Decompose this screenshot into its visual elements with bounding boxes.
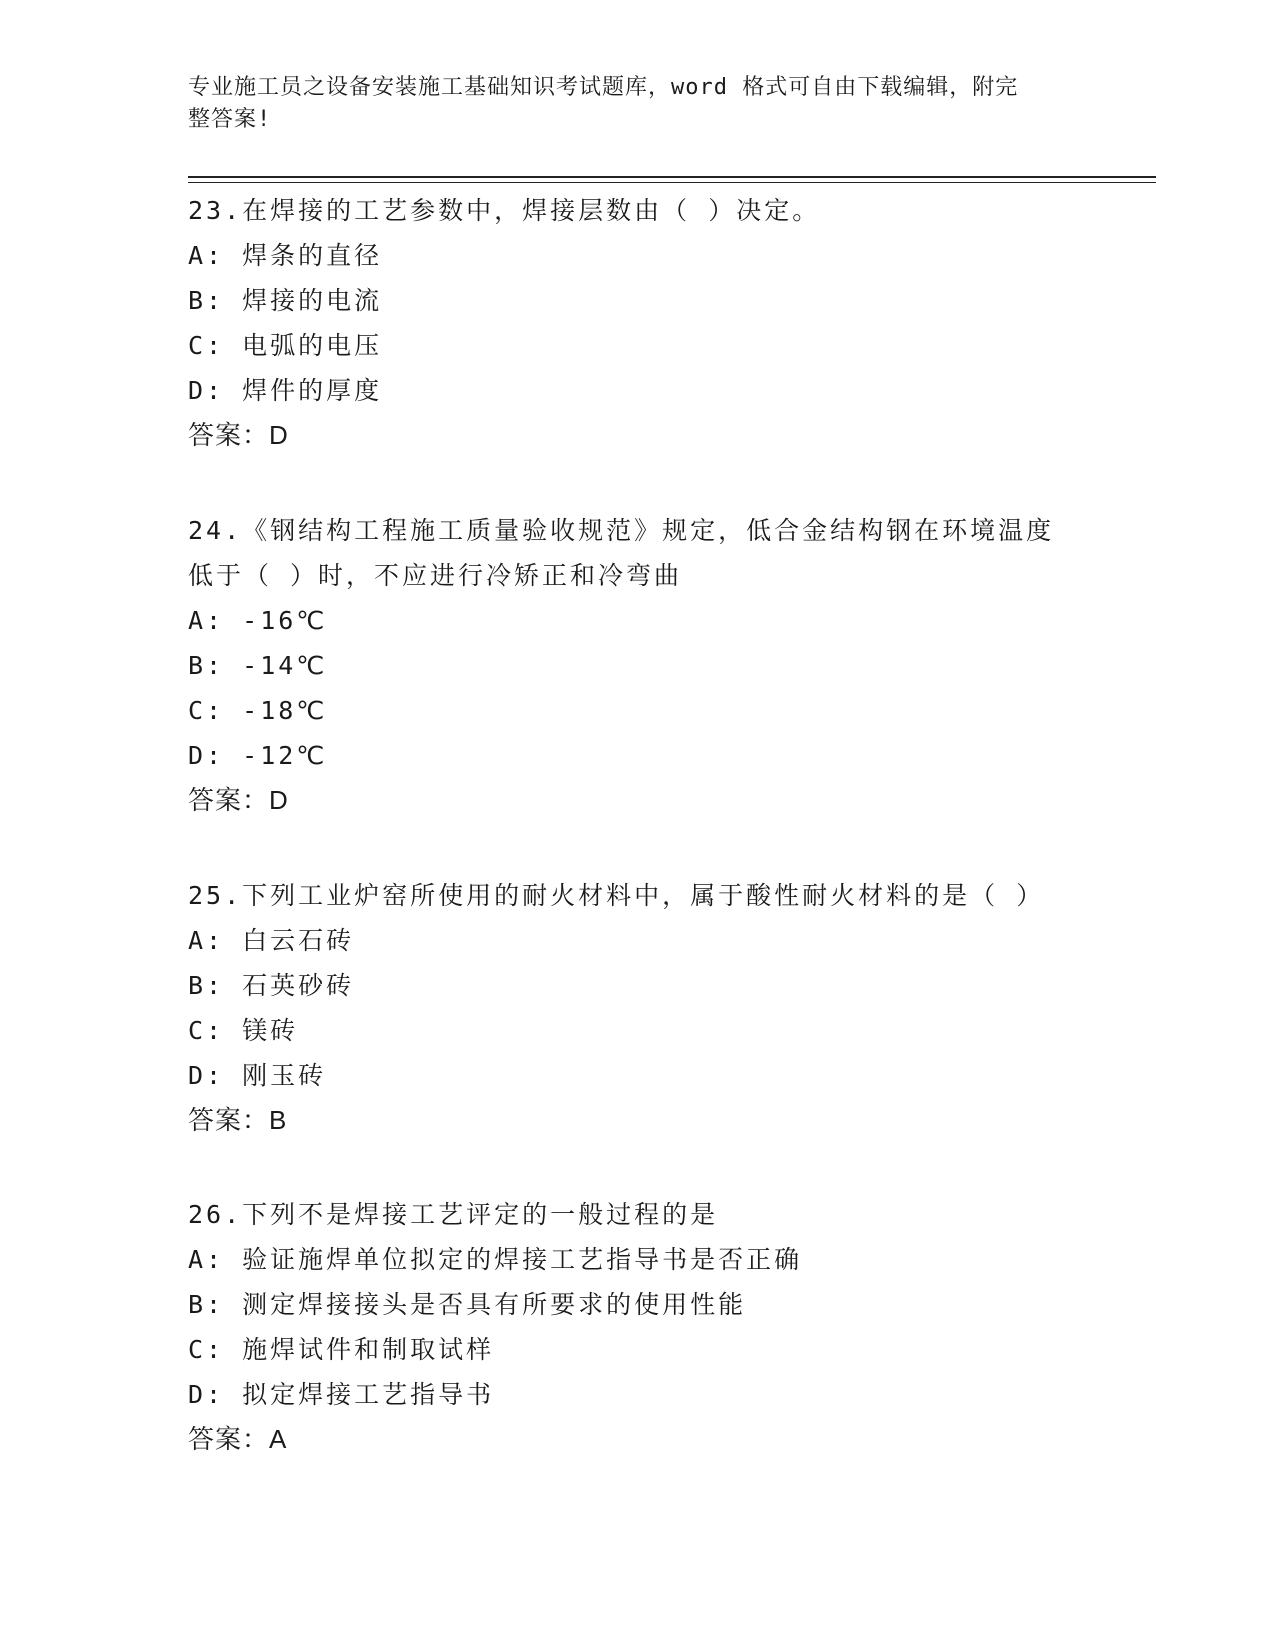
header-divider — [188, 176, 1156, 178]
question-stem: 26.下列不是焊接工艺评定的一般过程的是 — [188, 1200, 719, 1229]
option-d: D: -12℃ — [188, 741, 328, 770]
question-26 — [188, 1192, 1088, 1462]
option-b: B: 石英砂砖 — [188, 971, 355, 1000]
question-stem-continued: 低于（ ）时，不应进行冷矫正和冷弯曲 — [188, 561, 683, 590]
option-c: C: 镁砖 — [188, 1016, 299, 1045]
answer-label: 答案：D — [188, 785, 289, 815]
option-a: A: 白云石砖 — [188, 926, 355, 955]
question-stem: 24.《钢结构工程施工质量验收规范》规定，低合金结构钢在环境温度 — [188, 516, 1055, 545]
header-divider-thin — [188, 182, 1156, 183]
question-24 — [188, 508, 1088, 823]
header-line: 专业施工员之设备安装施工基础知识考试题库，word 格式可自由下载编辑，附完 — [188, 75, 1019, 100]
option-b: B: 测定焊接接头是否具有所要求的使用性能 — [188, 1290, 747, 1319]
option-c: C: -18℃ — [188, 696, 328, 725]
answer-label: 答案：A — [188, 1424, 288, 1454]
question-23 — [188, 188, 1088, 458]
document-header — [188, 72, 1068, 136]
option-a: A: 焊条的直径 — [188, 241, 383, 270]
option-b: B: -14℃ — [188, 651, 328, 680]
option-d: D: 拟定焊接工艺指导书 — [188, 1380, 495, 1409]
option-c: C: 施焊试件和制取试样 — [188, 1335, 495, 1364]
option-a: A: 验证施焊单位拟定的焊接工艺指导书是否正确 — [188, 1245, 803, 1274]
option-d: D: 焊件的厚度 — [188, 376, 383, 405]
question-stem: 25.下列工业炉窑所使用的耐火材料中，属于酸性耐火材料的是（ ） — [188, 881, 1045, 910]
option-a: A: -16℃ — [188, 606, 328, 635]
question-25 — [188, 873, 1088, 1143]
answer-label: 答案：B — [188, 1105, 288, 1135]
answer-label: 答案：D — [188, 420, 289, 450]
header-line: 整答案! — [188, 107, 272, 132]
option-b: B: 焊接的电流 — [188, 286, 383, 315]
question-stem: 23.在焊接的工艺参数中，焊接层数由（ ）决定。 — [188, 196, 821, 225]
option-d: D: 刚玉砖 — [188, 1061, 327, 1090]
option-c: C: 电弧的电压 — [188, 331, 383, 360]
